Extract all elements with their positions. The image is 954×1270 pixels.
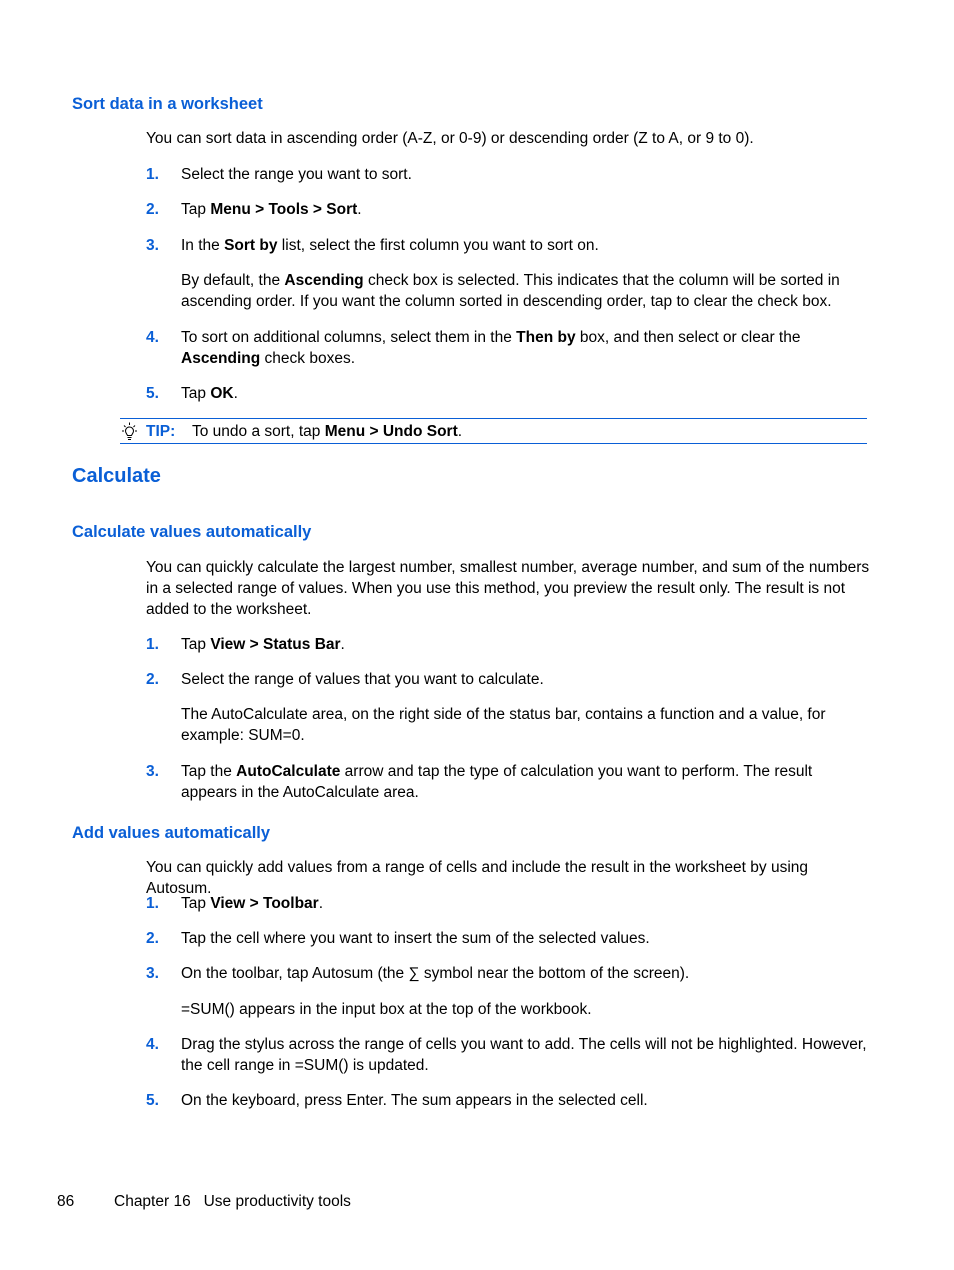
step-text: Tap the cell where you want to insert the sum of the selected values.: [181, 930, 650, 947]
step-number: 1.: [146, 636, 159, 653]
page-number: 86: [57, 1193, 75, 1210]
step-number: 3.: [146, 237, 159, 254]
section-heading-sort: Sort data in a worksheet: [72, 95, 263, 113]
tip-text: To undo a sort, tap Menu > Undo Sort.: [192, 423, 463, 440]
tip-box: [120, 418, 867, 444]
section-heading-calculate: Calculate: [72, 465, 161, 487]
lightbulb-icon: [121, 422, 138, 441]
tip-label: TIP:: [146, 423, 176, 440]
calc-step-2-note: The AutoCalculate area, on the right side of the status bar, contains a function and a value, for example: SUM=0.: [181, 706, 826, 744]
add-step-3-note: =SUM() appears in the input box at the top of the workbook.: [181, 1001, 592, 1018]
step-number: 5.: [146, 1092, 159, 1109]
step-number: 1.: [146, 166, 159, 183]
step-number: 4.: [146, 1036, 159, 1053]
step-number: 3.: [146, 763, 159, 780]
step-text: To sort on additional columns, select them in the Then by box, and then select or clear the Ascending check boxes.: [181, 329, 801, 367]
chapter-title: Chapter 16 Use productivity tools: [114, 1193, 351, 1210]
step-text: Tap Menu > Tools > Sort.: [181, 201, 362, 218]
step-text: Tap View > Status Bar.: [181, 636, 345, 653]
step-text: Select the range you want to sort.: [181, 166, 412, 183]
sort-intro: You can sort data in ascending order (A-Z, or 0-9) or descending order (Z to A, or 9 to 0).: [146, 130, 754, 147]
step-number: 2.: [146, 930, 159, 947]
calculate-auto-intro: You can quickly calculate the largest number, smallest number, average number, and sum of the numbers in a selected range of values. When you use this method, you preview the result only. The result is not added to the worksheet.: [146, 559, 870, 618]
section-heading-calculate-auto: Calculate values automatically: [72, 523, 312, 541]
sort-step-3-note: By default, the Ascending check box is selected. This indicates that the column will be sorted in ascending order. If you want the column sorted in descending order, tap to clear the check box.: [181, 272, 840, 310]
step-text: Tap OK.: [181, 385, 238, 402]
step-number: 3.: [146, 965, 159, 982]
step-number: 1.: [146, 895, 159, 912]
step-number: 4.: [146, 329, 159, 346]
add-auto-intro: You can quickly add values from a range of cells and include the result in the worksheet by using Autosum.: [146, 859, 809, 897]
step-text: On the toolbar, tap Autosum (the ∑ symbol near the bottom of the screen).: [181, 965, 690, 982]
step-number: 5.: [146, 385, 159, 402]
step-text: Drag the stylus across the range of cells you want to add. The cells will not be highlighted. However, the cell range in =SUM() is updated.: [181, 1036, 867, 1074]
step-text: On the keyboard, press Enter. The sum appears in the selected cell.: [181, 1092, 648, 1109]
step-number: 2.: [146, 201, 159, 218]
step-text: Tap the AutoCalculate arrow and tap the type of calculation you want to perform. The result appears in the AutoCalculate area.: [181, 763, 813, 801]
step-text: Select the range of values that you want to calculate.: [181, 671, 544, 688]
step-number: 2.: [146, 671, 159, 688]
step-text: In the Sort by list, select the first column you want to sort on.: [181, 237, 599, 254]
section-heading-add-auto: Add values automatically: [72, 824, 271, 842]
step-text: Tap View > Toolbar.: [181, 895, 324, 912]
